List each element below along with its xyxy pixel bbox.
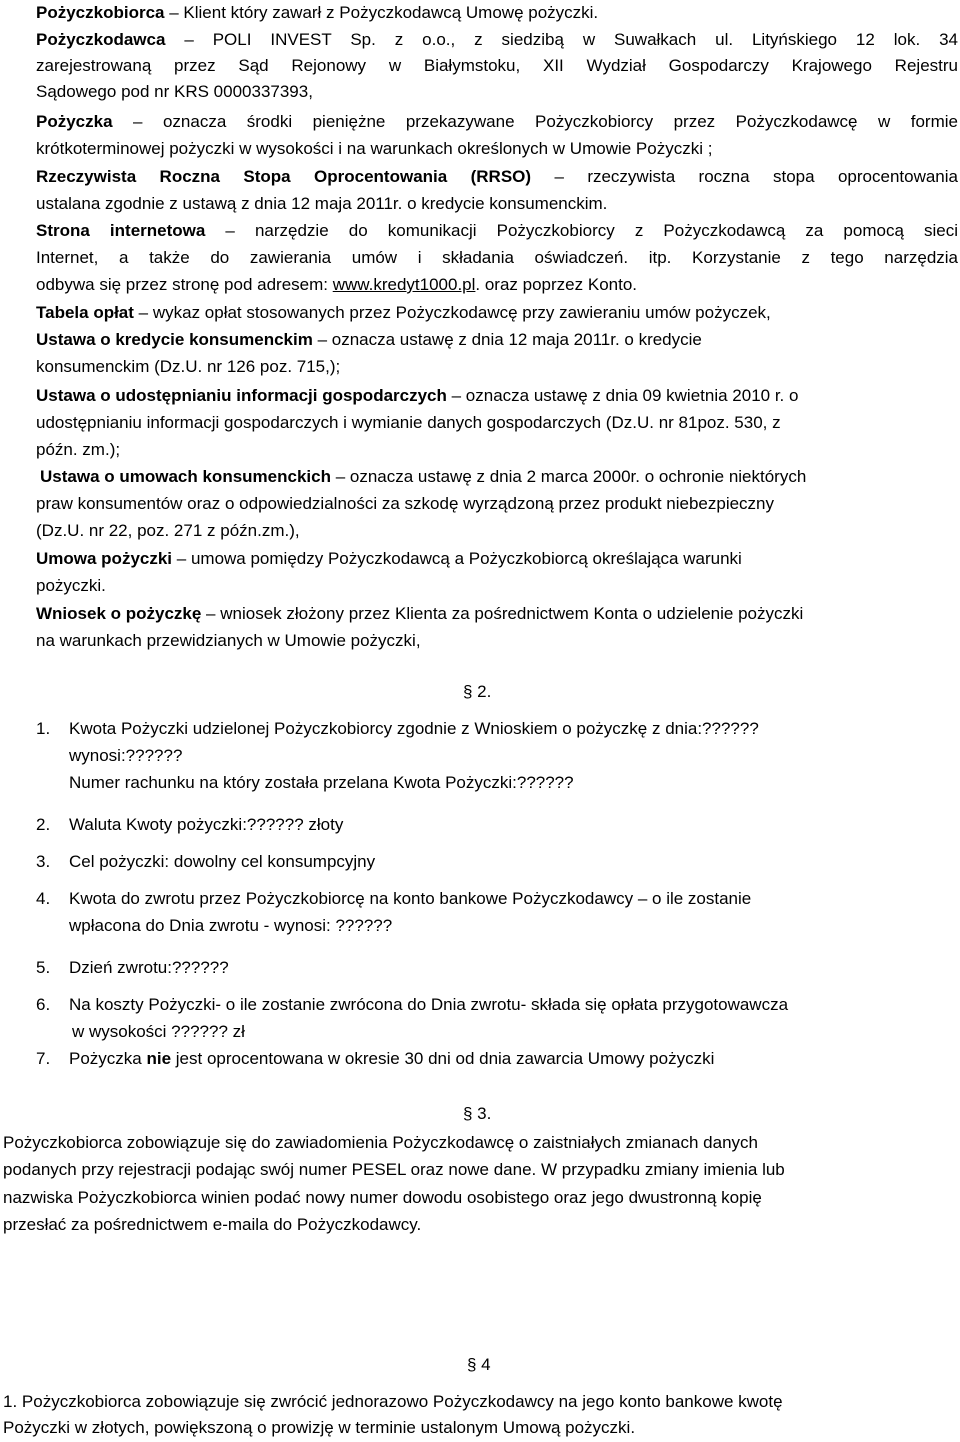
- section-3-line3: nazwiska Pożyczkobiorca winien podać nowy numer dowodu osobistego oraz jego dwustronną kopię: [3, 1188, 762, 1207]
- item-4-line1: Kwota do zwrotu przez Pożyczkobiorcę na konto bankowe Pożyczkodawcy – o ile zostanie: [69, 889, 752, 908]
- def-pozyczkobiorca: Pożyczkobiorca – Klient który zawarł z Pożyczkodawcą Umowę pożyczki.: [36, 3, 599, 22]
- def-wniosek-line2: na warunkach przewidzianych w Umowie pożyczki,: [36, 631, 421, 650]
- term-ustawa-umowy-konsumenckie: Ustawa o umowach konsumenckich: [40, 467, 331, 486]
- term-ustawa-informacje-gospodarcze: Ustawa o udostępnianiu informacji gospodarczych: [36, 386, 447, 405]
- term-rrso: Rzeczywista Roczna Stopa Oprocentowania (RRSO): [36, 167, 532, 186]
- emphasis-nie: nie: [146, 1049, 172, 1068]
- def-wniosek-line1: Wniosek o pożyczkę – wniosek złożony przez Klienta za pośrednictwem Konta o udzielenie pożyczki: [36, 604, 804, 623]
- item-5-number: 5.: [36, 958, 51, 977]
- def-pozyczka-line1: Pożyczka – oznacza środki pieniężne przekazywane Pożyczkobiorcy przez Pożyczkodawcę w formie: [36, 112, 958, 131]
- section-2-heading: § 2.: [463, 682, 492, 701]
- def-pozyczkodawca-line1: Pożyczkodawca – POLI INVEST Sp. z o.o., z siedzibą w Suwałkach ul. Lityńskiego 12 lok. 34: [36, 30, 958, 49]
- item-4-number: 4.: [36, 889, 51, 908]
- item-3-line1: Cel pożyczki: dowolny cel konsumpcyjny: [69, 852, 376, 871]
- section-3-line2: podanych przy rejestracji podając swój numer PESEL oraz nowe dane. W przypadku zmiany imienia lub: [3, 1160, 785, 1179]
- item-6-line2: w wysokości ?????? zł: [72, 1022, 245, 1041]
- def-strona-line2: Internet, a także do zawierania umów i składania oświadczeń. itp. Korzystanie z tego narzędzia: [36, 248, 958, 267]
- item-4-line2: wpłacona do Dnia zwrotu - wynosi: ??????: [69, 916, 393, 935]
- item-7-line1: Pożyczka nie jest oprocentowana w okresie 30 dni od dnia zawarcia Umowy pożyczki: [69, 1049, 715, 1068]
- section-3-heading: § 3.: [463, 1104, 492, 1123]
- def-ustawa-uig-line1: Ustawa o udostępnianiu informacji gospodarczych – oznacza ustawę z dnia 09 kwietnia 2010 r. o: [36, 386, 799, 405]
- section-3-line1: Pożyczkobiorca zobowiązuje się do zawiadomienia Pożyczkodawcę o zaistniałych zmianach danych: [3, 1133, 758, 1152]
- def-tabela-oplat: Tabela opłat – wykaz opłat stosowanych przez Pożyczkodawcę przy zawieraniu umów pożyczek,: [36, 303, 771, 322]
- item-3-number: 3.: [36, 852, 51, 871]
- item-5-line1: Dzień zwrotu:??????: [69, 958, 229, 977]
- def-ustawa-uk-line1: Ustawa o umowach konsumenckich – oznacza ustawę z dnia 2 marca 2000r. o ochronie niektórych: [40, 467, 807, 486]
- term-strona-internetowa: Strona internetowa: [36, 221, 206, 240]
- section-4-line1: 1. Pożyczkobiorca zobowiązuje się zwrócić jednorazowo Pożyczkodawcy na jego konto bankowe kwotę: [3, 1392, 783, 1411]
- def-strona-line3: odbywa się przez stronę pod adresem: www.kredyt1000.pl. oraz poprzez Konto.: [36, 275, 637, 294]
- def-rrso-line1: Rzeczywista Roczna Stopa Oprocentowania (RRSO) – rzeczywista roczna stopa oprocentowania: [36, 167, 958, 186]
- item-1-line1: Kwota Pożyczki udzielonej Pożyczkobiorcy zgodnie z Wnioskiem o pożyczkę z dnia:??????: [69, 719, 759, 738]
- term-pozyczkobiorca: Pożyczkobiorca: [36, 3, 165, 22]
- def-umowa-line1: Umowa pożyczki – umowa pomiędzy Pożyczkodawcą a Pożyczkobiorcą określająca warunki: [36, 549, 742, 568]
- def-ustawa-kk-line1: Ustawa o kredycie konsumenckim – oznacza ustawę z dnia 12 maja 2011r. o kredycie: [36, 330, 702, 349]
- item-6-line1: Na koszty Pożyczki- o ile zostanie zwrócona do Dnia zwrotu- składa się opłata przygotowawcza: [69, 995, 789, 1014]
- def-ustawa-uig-line3: późn. zm.);: [36, 440, 121, 459]
- item-6-number: 6.: [36, 995, 51, 1014]
- def-pozyczkodawca-line2: zarejestrowaną przez Sąd Rejonowy w Białymstoku, XII Wydział Gospodarczy Krajowego Rejestru: [36, 56, 958, 75]
- item-2-number: 2.: [36, 815, 51, 834]
- def-ustawa-uk-line3: (Dz.U. nr 22, poz. 271 z późn.zm.),: [36, 521, 300, 540]
- def-ustawa-kk-line2: konsumenckim (Dz.U. nr 126 poz. 715,);: [36, 357, 341, 376]
- def-ustawa-uig-line2: udostępnianiu informacji gospodarczych i wymianie danych gospodarczych (Dz.U. nr 81poz. 530, z: [36, 413, 781, 432]
- item-7-number: 7.: [36, 1049, 51, 1068]
- def-pozyczkodawca-line3: Sądowego pod nr KRS 0000337393,: [36, 82, 313, 101]
- section-4-line2: Pożyczki w złotych, powiększoną o prowizję w terminie ustalonym Umową pożyczki.: [3, 1418, 636, 1437]
- item-1-line3: Numer rachunku na który została przelana Kwota Pożyczki:??????: [69, 773, 574, 792]
- item-2-line1: Waluta Kwoty pożyczki:?????? złoty: [69, 815, 344, 834]
- term-ustawa-kredyt-konsumencki: Ustawa o kredycie konsumenckim: [36, 330, 313, 349]
- item-1-number: 1.: [36, 719, 51, 738]
- def-pozyczka-line2: krótkoterminowej pożyczki w wysokości i na warunkach określonych w Umowie Pożyczki ;: [36, 139, 713, 158]
- def-ustawa-uk-line2: praw konsumentów oraz o odpowiedzialności za szkodę wyrządzoną przez produkt niebezpieczny: [36, 494, 775, 513]
- def-strona-line1: Strona internetowa – narzędzie do komunikacji Pożyczkobiorcy z Pożyczkodawcą za pomocą sieci: [36, 221, 958, 240]
- term-tabela-oplat: Tabela opłat: [36, 303, 134, 322]
- term-umowa-pozyczki: Umowa pożyczki: [36, 549, 173, 568]
- section-4-heading: § 4: [467, 1355, 491, 1374]
- def-rrso-line2: ustalana zgodnie z ustawą z dnia 12 maja 2011r. o kredycie konsumenckim.: [36, 194, 608, 213]
- item-1-line2: wynosi:??????: [69, 746, 183, 765]
- term-pozyczkodawca: Pożyczkodawca: [36, 30, 166, 49]
- def-umowa-line2: pożyczki.: [36, 576, 106, 595]
- term-wniosek: Wniosek o pożyczkę: [36, 604, 202, 623]
- term-pozyczka: Pożyczka: [36, 112, 113, 131]
- website-link[interactable]: www.kredyt1000.pl: [332, 275, 476, 294]
- section-3-line4: przesłać za pośrednictwem e-maila do Pożyczkodawcy.: [3, 1215, 422, 1234]
